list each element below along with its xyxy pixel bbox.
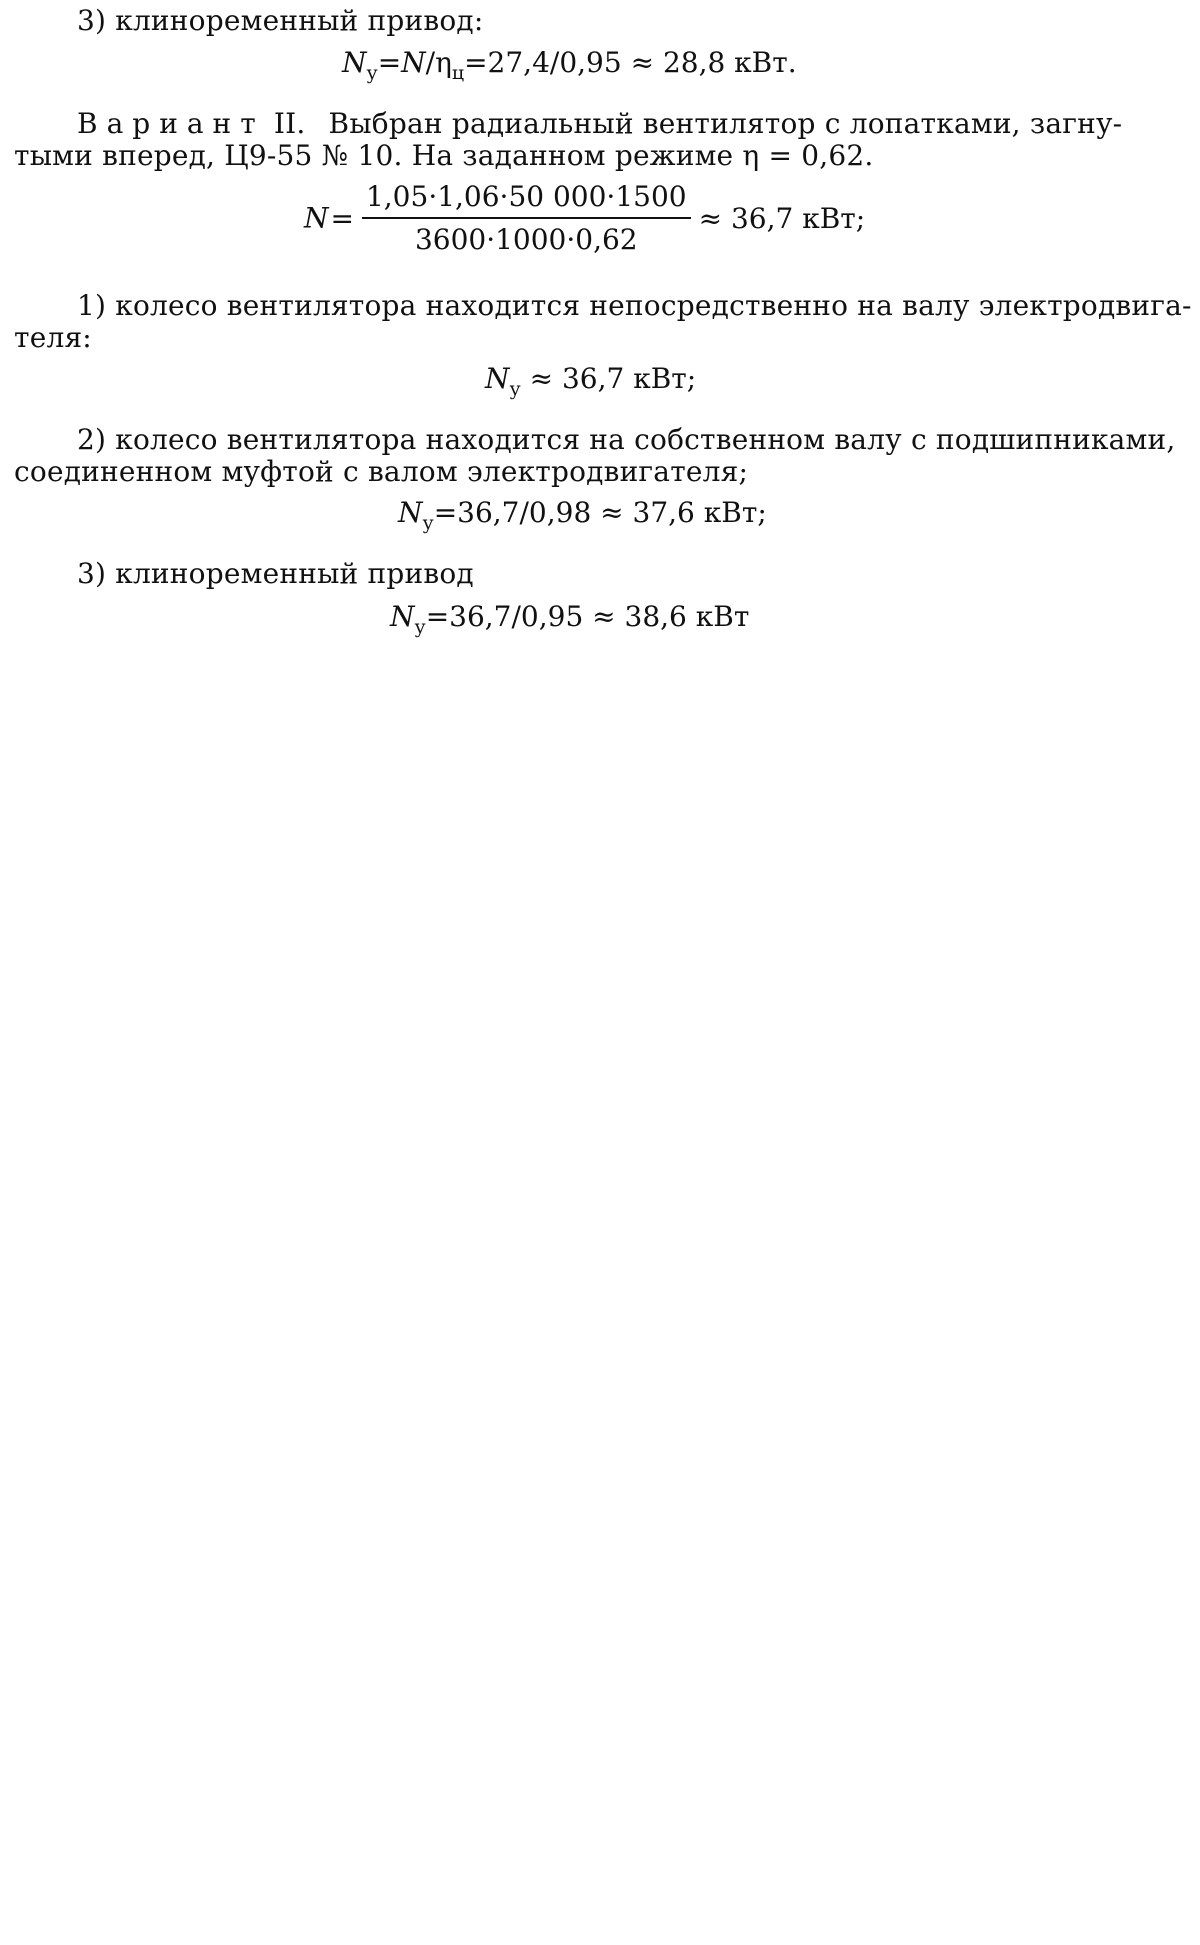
item3-heading-variant1: 3) клиноременный привод: xyxy=(77,4,484,37)
formula-lhs: N xyxy=(398,496,423,529)
formula-rhs: =36,7/0,98 ≈ 37,6 кВт; xyxy=(433,496,767,529)
variant2-paragraph-line1 xyxy=(77,107,1122,141)
formula-eta-subscript: ц xyxy=(451,62,465,84)
formula-N: N xyxy=(401,46,426,79)
formula-eq: = xyxy=(377,46,402,79)
item1-line1: 1) колесо вентилятора находится непосредственно на валу электродвига- xyxy=(77,289,1192,322)
formula-rhs: ≈ 36,7 кВт; xyxy=(698,201,866,235)
formula-eq: = xyxy=(330,201,354,235)
formula-fraction xyxy=(362,180,691,257)
variant-number: II. xyxy=(273,107,306,140)
formula-variant2-power xyxy=(304,180,865,257)
formula-lhs-subscript: у xyxy=(422,512,434,534)
variant2-paragraph-line2: тыми вперед, Ц9-55 № 10. На заданном режиме η = 0,62. xyxy=(14,139,874,172)
item1-line2: теля: xyxy=(14,321,92,354)
formula-lhs-subscript: у xyxy=(414,616,426,638)
formula-lhs: N xyxy=(342,46,367,79)
fraction-denominator: 3600·1000·0,62 xyxy=(414,223,638,256)
formula-lhs-subscript: у xyxy=(509,378,521,400)
formula-rhs: ≈ 36,7 кВт; xyxy=(520,362,697,395)
formula-rhs: =27,4/0,95 ≈ 28,8 кВт. xyxy=(464,46,797,79)
variant2-line1-text: Выбран радиальный вентилятор с лопатками, загну- xyxy=(328,107,1123,140)
item2-line1: 2) колесо вентилятора находится на собственном валу с подшипниками, xyxy=(77,423,1176,456)
formula-variant1-belt-drive xyxy=(342,46,797,83)
formula-lhs-subscript: у xyxy=(366,62,378,84)
item3-heading-variant2: 3) клиноременный привод xyxy=(77,557,474,590)
formula-item3-belt-drive xyxy=(390,600,749,637)
formula-lhs: N xyxy=(485,362,510,395)
formula-slash: / xyxy=(425,46,436,79)
variant-label: Вариант xyxy=(77,107,265,140)
formula-rhs: =36,7/0,95 ≈ 38,6 кВт xyxy=(425,600,750,633)
item2-line2: соединенном муфтой с валом электродвигателя; xyxy=(14,455,749,488)
formula-item1-direct-drive xyxy=(485,362,696,399)
formula-lhs: N xyxy=(390,600,415,633)
fraction-numerator: 1,05·1,06·50 000·1500 xyxy=(362,180,691,219)
formula-lhs: N xyxy=(304,201,329,235)
formula-eta: η xyxy=(435,46,452,79)
formula-item2-coupling-drive xyxy=(398,496,767,533)
